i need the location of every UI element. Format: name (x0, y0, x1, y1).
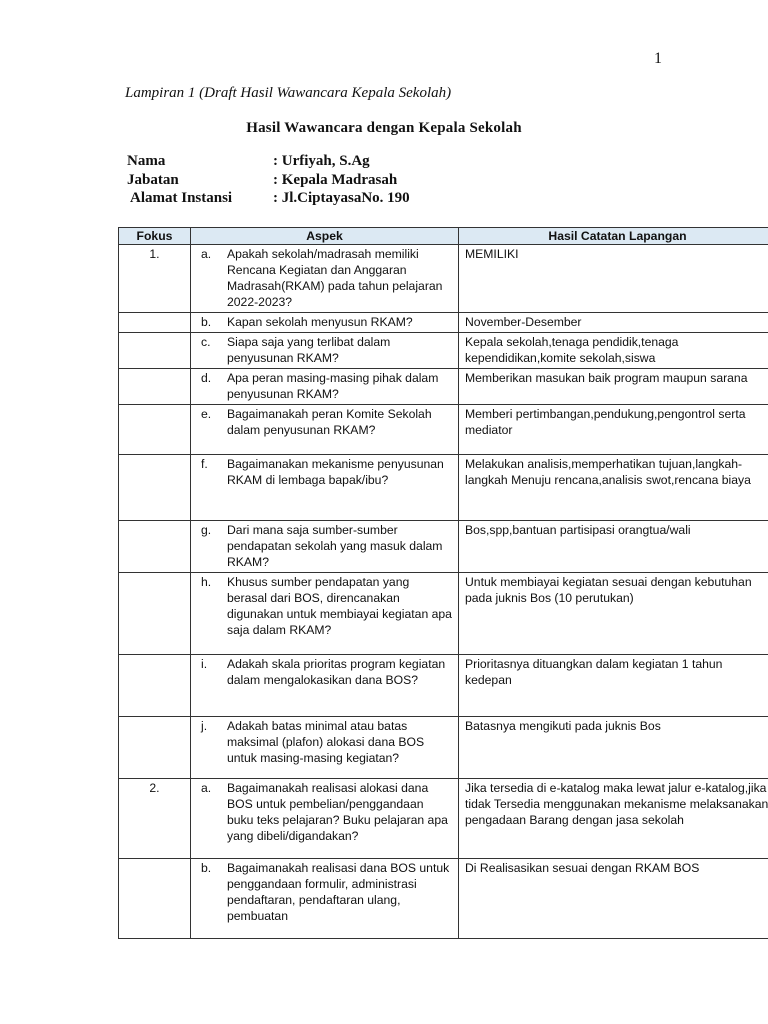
table-row (119, 405, 768, 455)
table-row (119, 313, 768, 333)
aspect-cell (191, 779, 459, 859)
info-row-alamat (127, 189, 410, 208)
question-text: Khusus sumber pendapatan yang berasal dari BOS, direncanakan digunakan untuk membiayai kegiatan apa saja dalam RKAM? (227, 575, 452, 637)
focus-cell (119, 333, 191, 369)
question-letter: i. (201, 657, 208, 671)
answer-cell: MEMILIKI (459, 245, 768, 313)
aspect-cell (191, 313, 459, 333)
table-row (119, 455, 768, 521)
table-row (119, 333, 768, 369)
question-text: Apa peran masing-masing pihak dalam penyusunan RKAM? (227, 371, 439, 401)
question-letter: j. (201, 719, 208, 733)
answer-cell: Kepala sekolah,tenaga pendidik,tenaga kependidikan,komite sekolah,siswa (459, 333, 768, 369)
question-text: Bagaimanakah realisasi dana BOS untuk penggandaan formulir, administrasi pendaftaran, pendaftaran ulang, pembuatan (227, 861, 450, 923)
header-hasil: Hasil Catatan Lapangan (459, 228, 768, 245)
answer-cell: Untuk membiayai kegiatan sesuai dengan kebutuhan pada juknis Bos (10 perutukan) (459, 573, 768, 655)
interview-table (118, 227, 768, 939)
question-letter: f. (201, 457, 208, 471)
question-letter: a. (201, 781, 212, 795)
answer-cell: November-Desember (459, 313, 768, 333)
table-row (119, 521, 768, 573)
question-text: Apakah sekolah/madrasah memiliki Rencana Kegiatan dan Anggaran Madrasah(RKAM) pada tahun pelajaran 2022-2023? (227, 247, 443, 309)
focus-cell: 1. (119, 245, 191, 313)
answer-cell: Prioritasnya dituangkan dalam kegiatan 1 tahun kedepan (459, 655, 768, 717)
focus-cell (119, 313, 191, 333)
aspect-cell (191, 245, 459, 313)
header-aspek: Aspek (191, 228, 459, 245)
aspect-cell (191, 333, 459, 369)
page-number: 1 (654, 50, 662, 67)
focus-cell (119, 655, 191, 717)
info-value: : Kepala Madrasah (273, 171, 398, 188)
answer-cell: Melakukan analisis,memperhatikan tujuan,langkah-langkah Menuju rencana,analisis swot,rencana biaya (459, 455, 768, 521)
question-text: Dari mana saja sumber-sumber pendapatan sekolah yang masuk dalam RKAM? (227, 523, 443, 569)
appendix-caption: Lampiran 1 (Draft Hasil Wawancara Kepala Sekolah) (125, 85, 452, 101)
table-header-row (119, 228, 768, 245)
answer-cell: Memberi pertimbangan,pendukung,pengontrol serta mediator (459, 405, 768, 455)
question-letter: e. (201, 407, 212, 421)
focus-cell (119, 521, 191, 573)
question-letter: a. (201, 247, 212, 261)
focus-cell (119, 717, 191, 779)
question-text: Bagaimanakan mekanisme penyusunan RKAM di lembaga bapak/ibu? (227, 457, 444, 487)
question-letter: h. (201, 575, 212, 589)
question-letter: g. (201, 523, 212, 537)
focus-cell (119, 369, 191, 405)
question-text: Bagaimanakah peran Komite Sekolah dalam penyusunan RKAM? (227, 407, 432, 437)
aspect-cell (191, 405, 459, 455)
focus-cell (119, 405, 191, 455)
answer-cell: Jika tersedia di e-katalog maka lewat jalur e-katalog,jika tidak Tersedia menggunakan mekanisme melaksanakan pengadaan Barang dengan jasa sekolah (459, 779, 768, 859)
info-value: : Urfiyah, S.Ag (273, 153, 370, 169)
info-value: : Jl.CiptayasaNo. 190 (273, 190, 410, 206)
focus-cell: 2. (119, 779, 191, 859)
aspect-cell (191, 717, 459, 779)
aspect-cell (191, 521, 459, 573)
info-row-nama (127, 152, 410, 171)
question-text: Adakah batas minimal atau batas maksimal (plafon) alokasi dana BOS untuk masing-masing kegiatan? (227, 719, 425, 765)
table-row (119, 779, 768, 859)
question-letter: b. (201, 315, 212, 329)
aspect-cell (191, 655, 459, 717)
table-row (119, 859, 768, 939)
table-row (119, 245, 768, 313)
info-row-jabatan (127, 171, 410, 190)
table-row (119, 717, 768, 779)
aspect-cell (191, 859, 459, 939)
focus-cell (119, 573, 191, 655)
answer-cell: Memberikan masukan baik program maupun sarana (459, 369, 768, 405)
info-label: Jabatan (127, 171, 179, 188)
document-title: Hasil Wawancara dengan Kepala Sekolah (246, 120, 522, 136)
aspect-cell (191, 455, 459, 521)
answer-cell: Batasnya mengikuti pada juknis Bos (459, 717, 768, 779)
question-text: Siapa saja yang terlibat dalam penyusunan RKAM? (227, 335, 391, 365)
table-row (119, 369, 768, 405)
answer-cell: Di Realisasikan sesuai dengan RKAM BOS (459, 859, 768, 939)
table-row (119, 655, 768, 717)
focus-cell (119, 859, 191, 939)
aspect-cell (191, 369, 459, 405)
question-text: Adakah skala prioritas program kegiatan dalam mengalokasikan dana BOS? (227, 657, 446, 687)
question-text: Kapan sekolah menyusun RKAM? (227, 315, 413, 329)
question-letter: c. (201, 335, 211, 349)
info-label: Nama (127, 153, 166, 169)
focus-cell (119, 455, 191, 521)
header-fokus: Fokus (119, 228, 191, 245)
answer-cell: Bos,spp,bantuan partisipasi orangtua/wali (459, 521, 768, 573)
info-label: Alamat Instansi (130, 190, 233, 206)
interviewee-info (127, 152, 410, 208)
question-text: Bagaimanakah realisasi alokasi dana BOS untuk pembelian/penggandaan buku teks pelajaran? Buku pelajaran apa yang dibeli/digandakan? (227, 781, 448, 843)
aspect-cell (191, 573, 459, 655)
table-row (119, 573, 768, 655)
question-letter: d. (201, 371, 212, 385)
question-letter: b. (201, 861, 212, 875)
